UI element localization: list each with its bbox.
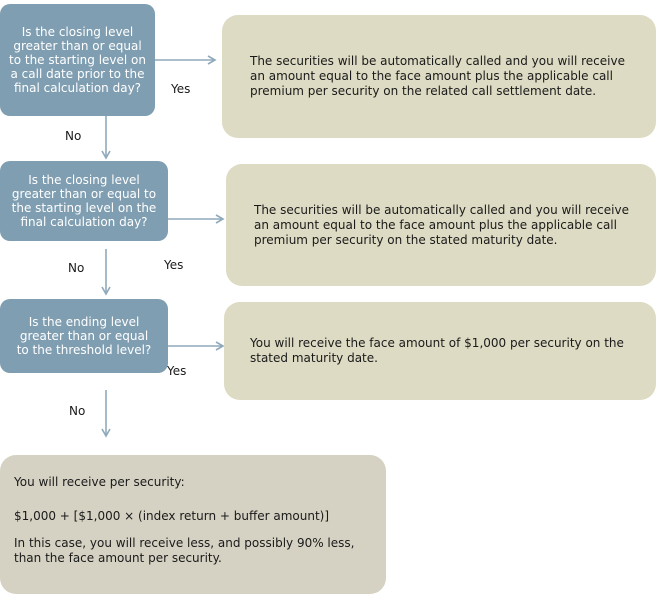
- question-box-2: [0, 161, 168, 241]
- yes-label-3: Yes: [167, 364, 187, 378]
- no-label-3: No: [69, 404, 86, 418]
- outcome-box-2: [226, 164, 656, 286]
- question-text-1: Is the closing level greater than or equal to the starting level on a call date prior to the final calculation day?: [9, 25, 146, 95]
- no-label-1: No: [65, 129, 82, 143]
- outcome-text-3: You will receive the face amount of $1,000 per security on the stated maturity date.: [250, 336, 624, 365]
- question-text-2: Is the closing level greater than or equal to the starting level on the final calculation day?: [11, 173, 157, 229]
- outcome-text-2: The securities will be automatically called and you will receive an amount equal to the face amount plus the applicable call premium per security on the stated maturity date.: [254, 202, 629, 247]
- final-formula: $1,000 + [$1,000 × (index return + buffer amount)]: [14, 509, 330, 523]
- final-note: In this case, you will receive less, and possibly 90% less, than the face amount per security.: [14, 536, 355, 565]
- question-box-3: [0, 299, 168, 373]
- no-label-2: No: [68, 261, 85, 275]
- question-box-1: [0, 4, 155, 116]
- outcome-box-1: [222, 15, 656, 138]
- question-text-3: Is the ending level greater than or equal to the threshold level?: [16, 315, 152, 357]
- final-intro: You will receive per security:: [14, 475, 185, 489]
- yes-label-2: Yes: [164, 258, 184, 272]
- outcome-box-3: [224, 302, 656, 400]
- yes-label-1: Yes: [171, 82, 191, 96]
- outcome-text-1: The securities will be automatically called and you will receive an amount equal to the face amount plus the applicable call premium per security on the related call settlement date.: [250, 54, 625, 98]
- final-payout-box: [0, 455, 386, 594]
